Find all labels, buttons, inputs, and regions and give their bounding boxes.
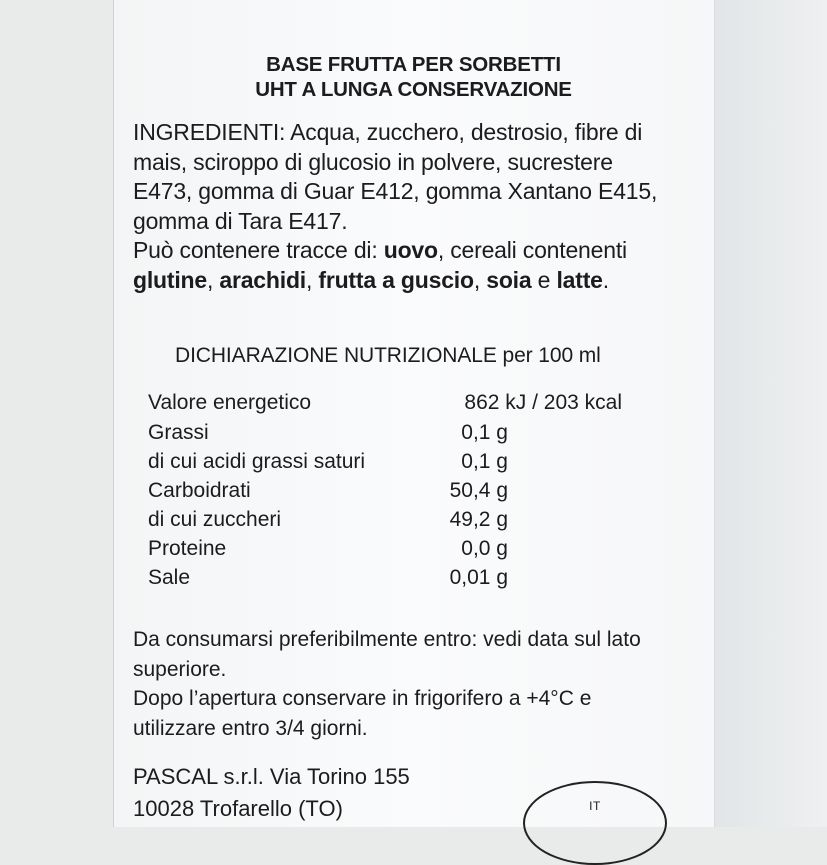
- allergen-gluten: glutine: [133, 266, 207, 293]
- storage-line: utilizzare entro 3/4 giorni.: [133, 716, 368, 740]
- allergen-separator: ,: [206, 266, 220, 293]
- ingredients-line: INGREDIENTI: Acqua, zucchero, destrosio, fibre di: [133, 119, 643, 145]
- allergen-nuts: frutta a guscio: [318, 266, 474, 293]
- storage-line: superiore.: [133, 657, 227, 681]
- allergen-egg: uovo: [383, 237, 438, 263]
- nutrient-name: di cui acidi grassi saturi: [148, 450, 366, 473]
- nutrition-row: [148, 450, 508, 479]
- nutrient-name: Grassi: [148, 421, 209, 444]
- allergen-separator: , cereali contenenti: [437, 237, 627, 263]
- nutrient-value: 862 kJ / 203 kcal: [464, 391, 622, 414]
- identification-mark-country: IT: [589, 799, 601, 813]
- ingredients-line: E473, gomma di Guar E412, gomma Xantano E415,: [133, 178, 658, 204]
- nutrition-heading: DICHIARAZIONE NUTRIZIONALE per 100 ml: [175, 344, 601, 367]
- storage-line: Dopo l’apertura conservare in frigorifero a +4°C e: [133, 687, 592, 710]
- allergen-soy: soia: [486, 266, 532, 293]
- nutrient-name: Sale: [148, 566, 191, 589]
- background-right: [713, 0, 827, 827]
- nutrition-row: [148, 391, 622, 420]
- allergen-separator: .: [602, 266, 609, 293]
- allergen-separator: ,: [473, 266, 487, 293]
- nutrition-row: [148, 537, 508, 566]
- allergen-separator: ,: [305, 266, 319, 293]
- nutrient-name: di cui zuccheri: [148, 508, 282, 531]
- nutrition-row: [148, 479, 508, 508]
- nutrient-name: Carboidrati: [148, 479, 251, 502]
- allergen-warning: [133, 236, 627, 295]
- product-title-line2: UHT A LUNGA CONSERVAZIONE: [255, 78, 572, 101]
- nutrition-row: [148, 421, 508, 450]
- producer-city: 10028 Trofarello (TO): [133, 796, 343, 821]
- nutrition-row: [148, 566, 508, 595]
- nutrient-value: 49,2 g: [449, 508, 508, 531]
- nutrition-row: [148, 508, 508, 537]
- nutrient-value: 0,0 g: [461, 537, 508, 560]
- producer-address: [133, 761, 410, 825]
- nutrient-name: Valore energetico: [148, 391, 312, 414]
- storage-line: Da consumarsi preferibilmente entro: vedi data sul lato: [133, 628, 641, 651]
- nutrient-value: 0,1 g: [461, 421, 508, 444]
- allergen-intro: Può contenere tracce di:: [133, 237, 384, 263]
- identification-mark-oval: [523, 781, 667, 865]
- allergen-peanuts: arachidi: [219, 266, 306, 293]
- allergen-milk: latte: [556, 266, 603, 293]
- producer-name: PASCAL s.r.l. Via Torino 155: [133, 764, 410, 789]
- storage-instructions: [133, 625, 641, 743]
- nutrient-value: 0,1 g: [461, 450, 508, 473]
- nutrient-value: 0,01 g: [449, 566, 508, 589]
- ingredients-line: mais, sciroppo di glucosio in polvere, sucrestere: [133, 148, 613, 175]
- ingredients-text: [133, 118, 657, 236]
- product-title-line1: BASE FRUTTA PER SORBETTI: [266, 53, 561, 76]
- allergen-separator: e: [531, 266, 557, 293]
- nutrient-value: 50,4 g: [449, 479, 508, 502]
- ingredients-line: gomma di Tara E417.: [133, 207, 348, 234]
- nutrient-name: Proteine: [148, 537, 227, 560]
